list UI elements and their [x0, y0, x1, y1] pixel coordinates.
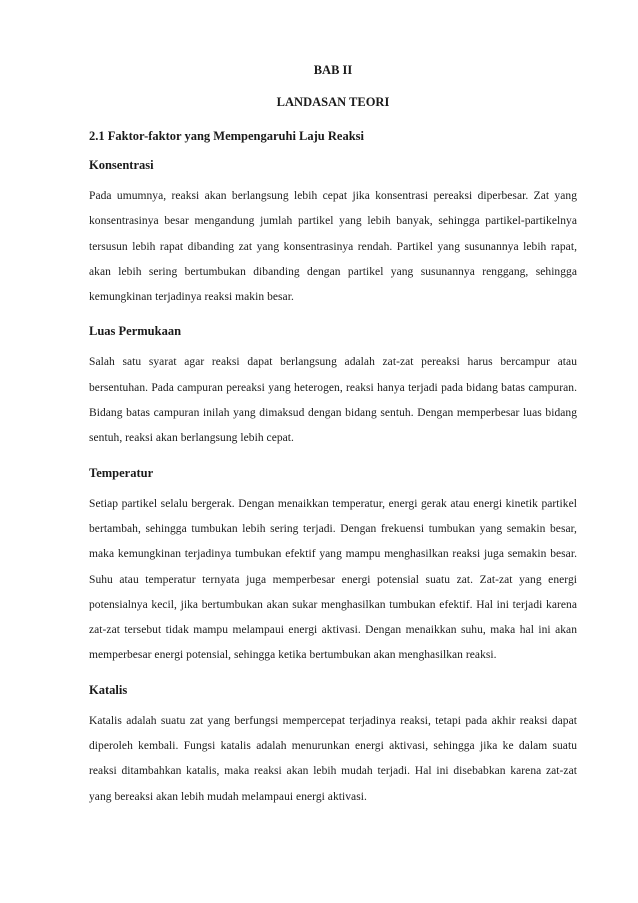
paragraph-temperatur: Setiap partikel selalu bergerak. Dengan menaikkan temperatur, energi gerak atau energi kinetik partikel bertambah, sehingga tumbukan lebih sering terjadi. Dengan frekuensi tumbukan yang semakin besar, maka kemungkinan terjadinya tumbukan efektif yang mampu menghasilkan reaksi juga semakin besar. Suhu atau temperatur ternyata juga memperbesar energi potensial suatu zat. Zat-zat yang energi potensialnya kecil, jika bertumbukan akan sukar menghasilkan tumbukan efektif. Hal ini terjadi karena zat-zat tersebut tidak mampu melampaui energi aktivasi. Dengan menaikkan suhu, maka hal ini akan memperbesar energi potensial, sehingga ketika bertumbukan akan menghasilkan reaksi.	[89, 497, 577, 662]
section-heading: 2.1 Faktor-faktor yang Mempengaruhi Laju Reaksi	[89, 129, 364, 143]
paragraph-katalis: Katalis adalah suatu zat yang berfungsi mempercepat terjadinya reaksi, tetapi pada akhir reaksi dapat diperoleh kembali. Fungsi katalis adalah menurunkan energi aktivasi, sehingga jika ke dalam suatu reaksi ditambahkan katalis, maka reaksi akan lebih mudah terjadi. Hal ini disebabkan karena zat-zat yang bereaksi akan lebih mudah melampaui energi aktivasi.	[89, 714, 577, 803]
subsection-heading-katalis: Katalis	[89, 682, 128, 697]
chapter-label: BAB II	[313, 63, 353, 77]
chapter-title: LANDASAN TEORI	[276, 95, 390, 109]
subsection-heading-konsentrasi: Konsentrasi	[89, 158, 154, 172]
paragraph-konsentrasi: Pada umumnya, reaksi akan berlangsung lebih cepat jika konsentrasi pereaksi diperbesar. Zat yang konsentrasinya besar mengandung jumlah partikel yang lebih banyak, sehingga partikel-partikelnya tersusun lebih rapat dibanding zat yang konsentrasinya rendah. Partikel yang susunannya lebih rapat, akan lebih sering bertumbukan dibanding dengan partikel yang susunannya renggang, sehingga kemungkinan terjadinya reaksi makin besar.	[89, 190, 577, 304]
page-content	[89, 62, 577, 810]
subsection-heading-temperatur: Temperatur	[89, 465, 154, 480]
subsection-heading-luas-permukaan: Luas Permukaan	[89, 324, 182, 339]
paragraph-luas-permukaan: Salah satu syarat agar reaksi dapat berlangsung adalah zat-zat pereaksi harus bercampur atau bersentuhan. Pada campuran pereaksi yang heterogen, reaksi hanya terjadi pada bidang batas campuran. Bidang batas campuran inilah yang dimaksud dengan bidang sentuh. Dengan memperbesar luas bidang sentuh, reaksi akan berlangsung lebih cepat.	[89, 356, 577, 445]
